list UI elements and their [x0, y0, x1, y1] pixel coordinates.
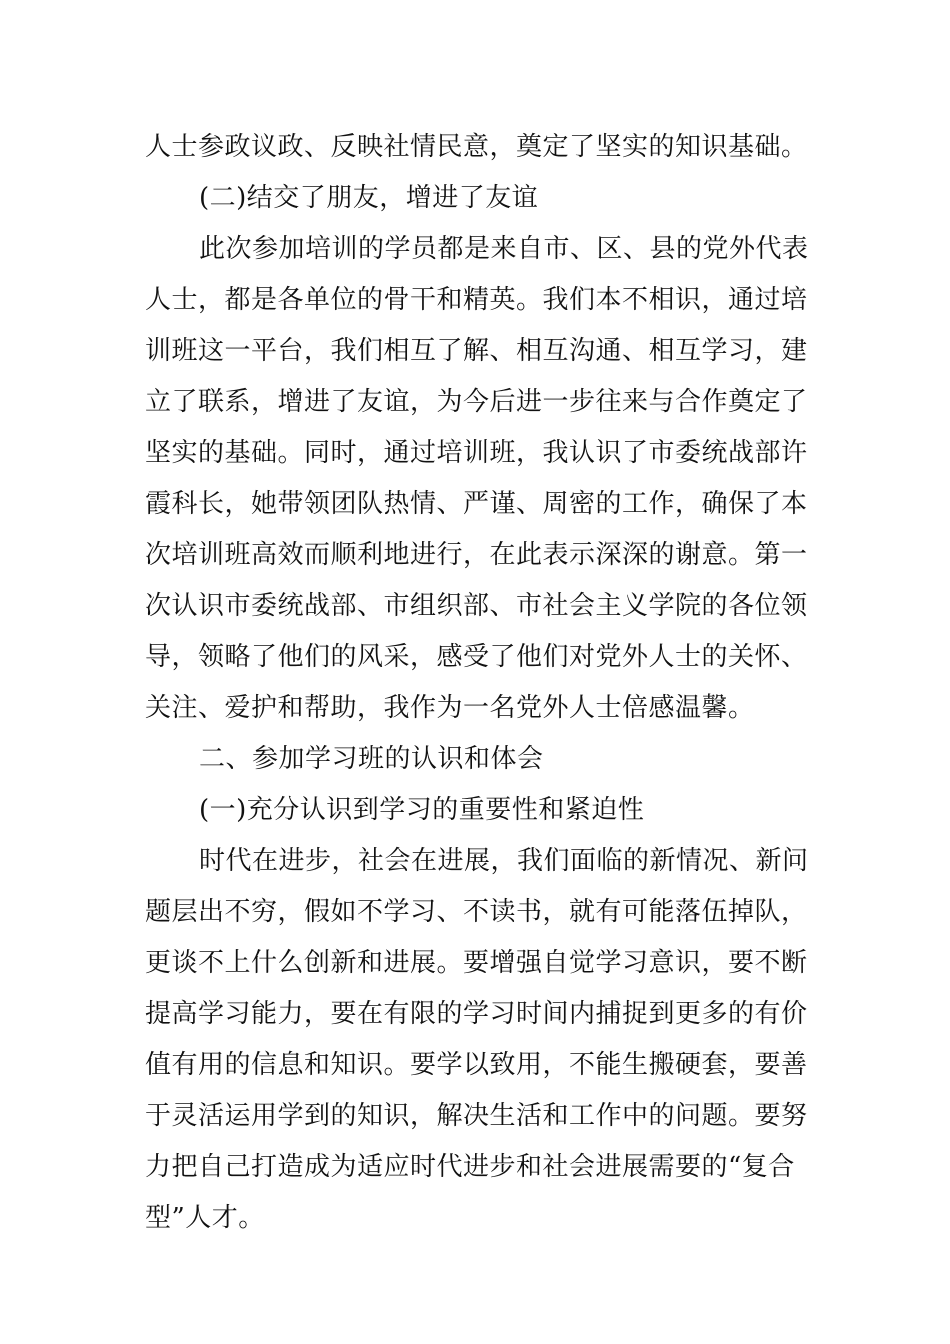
text-line: 人士，都是各单位的骨干和精英。我们本不相识，通过培	[145, 285, 808, 315]
text-line: 提高学习能力，要在有限的学习时间内捕捉到更多的有价	[145, 999, 808, 1029]
section-heading: (二)结交了朋友，增进了友谊	[199, 183, 539, 213]
section-heading: 二、参加学习班的认识和体会	[199, 744, 544, 774]
text-line: 人士参政议政、反映社情民意，奠定了坚实的知识基础。	[145, 132, 808, 162]
text-line: 立了联系，增进了友谊，为今后进一步往来与合作奠定了	[145, 387, 808, 417]
text-line: 值有用的信息和知识。要学以致用，不能生搬硬套，要善	[145, 1050, 808, 1080]
text-line: 题层出不穷，假如不学习、不读书，就有可能落伍掉队，	[145, 897, 808, 927]
text-line: 训班这一平台，我们相互了解、相互沟通、相互学习，建	[145, 336, 808, 366]
text-line: 导，领略了他们的风采，感受了他们对党外人士的关怀、	[145, 642, 808, 672]
text-line: 型”人才。	[145, 1203, 265, 1233]
text-line: 于灵活运用学到的知识，解决生活和工作中的问题。要努	[145, 1101, 808, 1131]
text-line: 坚实的基础。同时，通过培训班，我认识了市委统战部许	[145, 438, 808, 468]
text-line: 次认识市委统战部、市组织部、市社会主义学院的各位领	[145, 591, 808, 621]
section-heading: (一)充分认识到学习的重要性和紧迫性	[199, 795, 645, 825]
text-line: 此次参加培训的学员都是来自市、区、县的党外代表	[199, 234, 809, 264]
text-line: 霞科长，她带领团队热情、严谨、周密的工作，确保了本	[145, 489, 808, 519]
text-line: 次培训班高效而顺利地进行，在此表示深深的谢意。第一	[145, 540, 808, 570]
text-line: 关注、爱护和帮助，我作为一名党外人士倍感温馨。	[145, 693, 755, 723]
document-body	[145, 122, 807, 1244]
text-line: 力把自己打造成为适应时代进步和社会进展需要的“复合	[145, 1152, 795, 1182]
text-line: 更谈不上什么创新和进展。要增强自觉学习意识，要不断	[145, 948, 808, 978]
text-line: 时代在进步，社会在进展，我们面临的新情况、新问	[199, 846, 809, 876]
